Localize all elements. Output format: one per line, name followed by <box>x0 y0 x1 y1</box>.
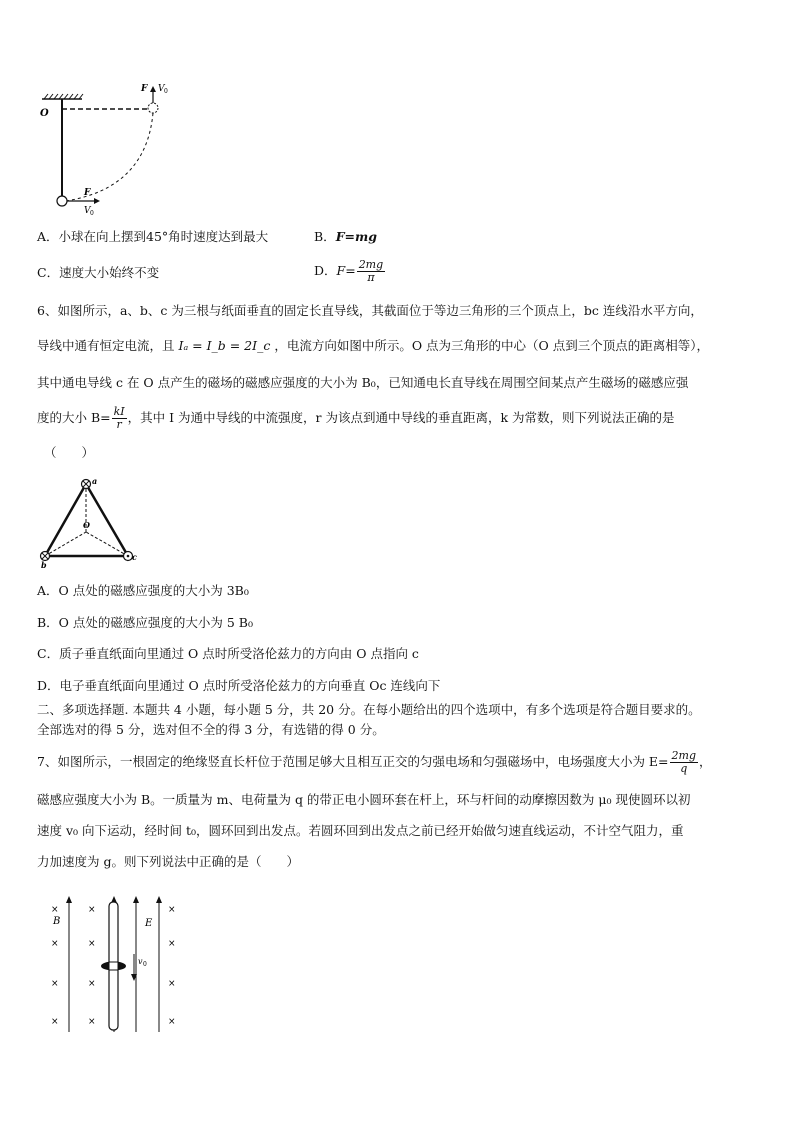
q5-option-d-fraction <box>357 259 385 284</box>
pendulum-diagram <box>36 78 186 218</box>
label-V0-bottom-sub: 0 <box>90 210 94 217</box>
q5-option-d-den: π <box>367 271 375 284</box>
q7-E-den: q <box>680 762 688 775</box>
q6-option-a: A．O 点处的磁感应强度的大小为 3B₀ <box>37 583 249 598</box>
q5-option-b <box>314 228 377 246</box>
q6-option-d: D．电子垂直纸面向里通过 O 点时所受洛伦兹力的方向垂直 Oc 连线向下 <box>37 678 441 693</box>
cross-mark: × <box>168 905 176 915</box>
label-v0: v <box>138 957 143 966</box>
q5-option-c: C．速度大小始终不变 <box>37 265 160 280</box>
label-a: a <box>92 476 98 486</box>
q7-line4: 力加速度为 g。则下列说法中正确的是（ ） <box>37 854 299 869</box>
section2-line1: 二、多项选择题. 本题共 4 小题，每小题 5 分，共 20 分。在每小题给出的四个选项中，有多个选项是符合题目要求的。 <box>37 702 701 717</box>
q5-option-d-num: 2mg <box>358 258 384 271</box>
label-O: O <box>40 108 49 119</box>
q6-formula-fraction <box>112 406 127 431</box>
cross-mark: × <box>51 1017 59 1027</box>
q5-option-a: A．小球在向上摆到45°角时速度达到最大 <box>37 229 269 244</box>
q6-line4-b: ，其中 I 为通中导线的中流强度，r 为该点到通中导线的垂直距离，k 为常数，则下列说法正确的是 <box>127 410 675 425</box>
label-F-bottom: F <box>84 188 91 198</box>
q7-E-num: 2mg <box>671 749 697 762</box>
cross-mark: × <box>51 939 59 949</box>
triangle-diagram <box>36 474 146 570</box>
q6-line2-b: ，电流方向如图中所示。O 点为三角形的中心（O 点到三个顶点的距离相等）， <box>274 338 710 353</box>
rod-segment-at-ring <box>109 962 118 970</box>
cross-mark: × <box>88 979 96 989</box>
q5-option-d-prefix: D． <box>314 263 337 278</box>
cross-mark: × <box>88 939 96 949</box>
cross-mark: × <box>168 1017 176 1027</box>
pendulum-figure <box>36 78 186 218</box>
q6-formula-den: r <box>116 418 122 431</box>
q6-line2-a: 导线中通有恒定电流，且 <box>37 338 175 353</box>
q7-line1-a: 7、如图所示，一根固定的绝缘竖直长杆位于范围足够大且相互正交的匀强电场和匀强磁场中，电场强度大小为 E= <box>37 754 669 769</box>
label-V0-bottom: V <box>84 206 91 216</box>
cross-mark: × <box>51 979 59 989</box>
q7-line2: 磁感应强度大小为 B。一质量为 m、电荷量为 q 的带正电小圆环套在杆上，环与杆间的动摩擦因数为 μ₀ 现使圆环以初 <box>37 792 691 807</box>
q5-option-d-lhs: F= <box>336 263 356 278</box>
q5-option-b-formula: F=mg <box>335 229 378 244</box>
arrow-right-head-icon <box>94 198 100 204</box>
label-E: E <box>145 918 153 929</box>
label-b: b <box>41 560 47 570</box>
field-rod-figure <box>44 894 194 1036</box>
q7-E-fraction <box>670 750 698 775</box>
label-F-top: F <box>141 84 148 94</box>
cross-mark: × <box>88 905 96 915</box>
q7-line1-b: ， <box>699 754 712 769</box>
ball-top-position <box>148 103 158 113</box>
q6-formula-num: kI <box>113 405 125 418</box>
wire-a-into-page-icon <box>82 480 91 489</box>
q7-line1 <box>37 744 712 780</box>
label-V0-top-sub: 0 <box>164 88 168 95</box>
cross-mark: × <box>88 1017 96 1027</box>
cross-mark: × <box>51 905 59 915</box>
q6-line4 <box>37 400 675 436</box>
ball-bottom <box>57 196 67 206</box>
q6-current-equation: Iₐ = I_b = 2I_c <box>178 338 271 353</box>
cross-mark: × <box>168 979 176 989</box>
swing-arc <box>66 113 153 201</box>
q6-line1: 6、如图所示，a、b、c 为三根与纸面垂直的固定长直导线，其截面位于等边三角形的三个顶点上，bc 连线沿水平方向， <box>37 303 703 318</box>
q6-line4-a: 度的大小 B= <box>37 410 111 425</box>
q5-option-d <box>314 256 386 286</box>
triangle-figure <box>36 474 146 570</box>
label-V0-top: V <box>158 84 165 94</box>
label-B: B <box>53 916 61 927</box>
label-c: c <box>132 552 137 562</box>
cross-mark: × <box>168 939 176 949</box>
field-rod-diagram <box>44 894 194 1036</box>
q6-line3: 其中通电导线 c 在 O 点产生的磁场的磁感应强度的大小为 B₀，已知通电长直导线在周围空间某点产生磁场的磁感应强 <box>37 375 689 390</box>
q6-option-b: B．O 点处的磁感应强度的大小为 5 B₀ <box>37 615 254 630</box>
q6-line2 <box>37 337 709 355</box>
q6-option-c: C．质子垂直纸面向里通过 O 点时所受洛伦兹力的方向由 O 点指向 c <box>37 646 419 661</box>
label-O: O <box>83 520 90 530</box>
q6-answer-blank: （ ） <box>44 445 95 460</box>
label-v0-sub: 0 <box>143 961 147 968</box>
q7-line3: 速度 v₀ 向下运动，经时间 t₀，圆环回到出发点。若圆环回到出发点之前已经开始做匀速直线运动，不计空气阻力，重 <box>37 823 684 838</box>
section2-line2: 全部选对的得 5 分，选对但不全的得 3 分，有选错的得 0 分。 <box>37 722 385 737</box>
q5-option-b-prefix: B． <box>314 229 336 244</box>
arrow-up-head-icon <box>150 86 156 92</box>
